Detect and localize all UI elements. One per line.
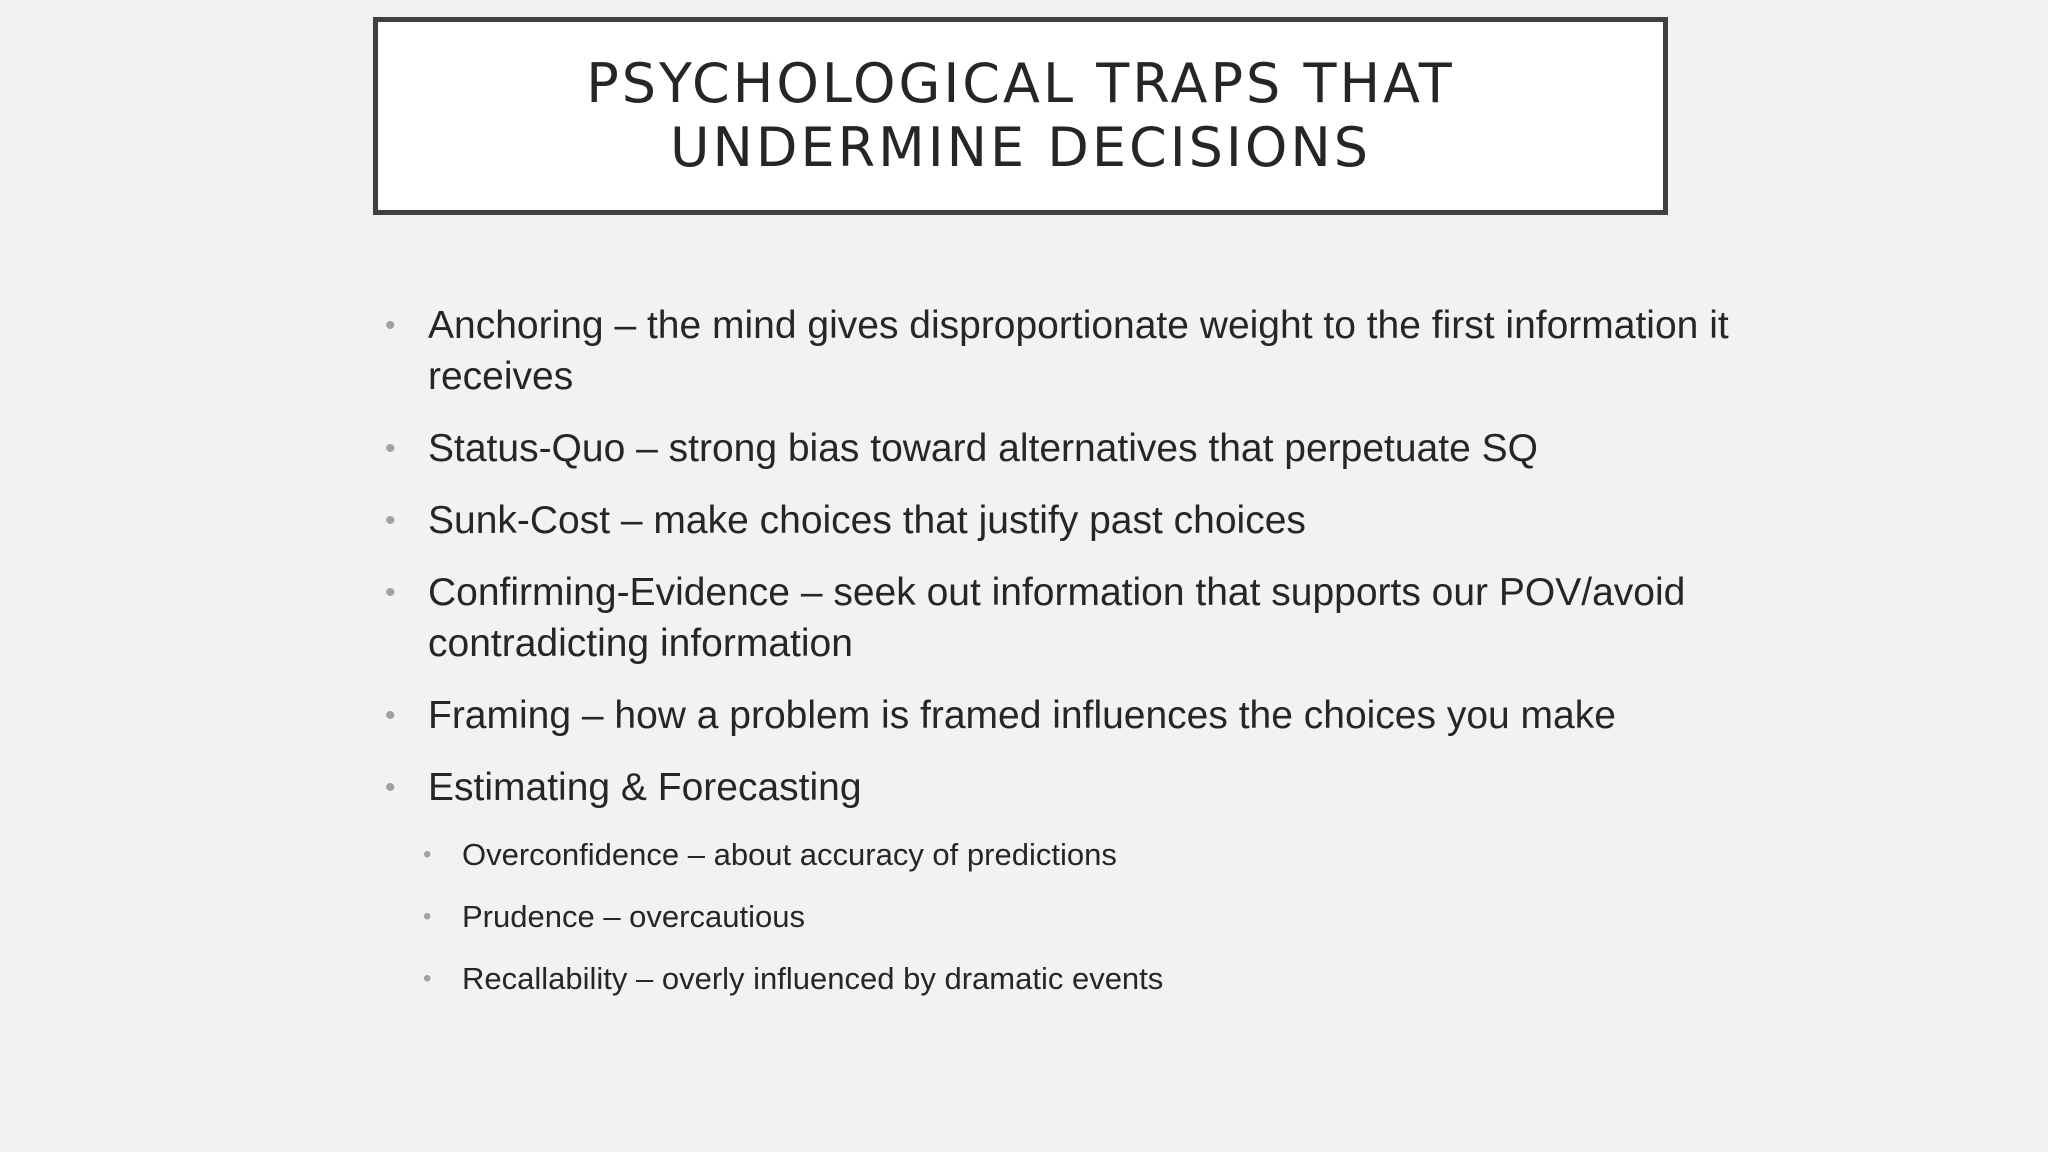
bullet-dot-icon: • (385, 771, 396, 804)
bullet-sunk-cost (385, 495, 1785, 546)
bullet-text: Sunk-Cost – make choices that justify past choices (428, 499, 1306, 542)
bullet-dot-icon: • (385, 504, 396, 537)
bullet-dot-icon: • (385, 309, 396, 342)
bullet-framing (385, 690, 1785, 741)
slide-title-line-1: PSYCHOLOGICAL TRAPS THAT (586, 52, 1455, 115)
bullet-estimating-forecasting (385, 762, 1785, 813)
slide-title-box (373, 17, 1668, 215)
sub-bullet-list (385, 834, 1785, 1000)
bullet-text: Confirming-Evidence – seek out information that supports our POV/avoid contradicting information (428, 571, 1686, 665)
bullet-confirming-evidence (385, 567, 1785, 669)
bullet-list (385, 300, 1785, 1020)
bullet-dot-icon: • (385, 432, 396, 465)
bullet-anchoring (385, 300, 1785, 402)
bullet-text: Anchoring – the mind gives disproportionate weight to the first information it receives (428, 304, 1729, 398)
bullet-dot-icon: • (385, 576, 396, 609)
bullet-text: Status-Quo – strong bias toward alternatives that perpetuate SQ (428, 427, 1538, 470)
bullet-text: Framing – how a problem is framed influences the choices you make (428, 694, 1616, 737)
subbullet-dot-icon: • (423, 965, 432, 992)
bullet-text: Estimating & Forecasting (428, 766, 862, 809)
subbullet-text: Prudence – overcautious (462, 899, 805, 934)
bullet-status-quo (385, 423, 1785, 474)
subbullet-recallability (423, 958, 1785, 1000)
subbullet-dot-icon: • (423, 903, 432, 930)
subbullet-text: Overconfidence – about accuracy of predictions (462, 837, 1117, 872)
subbullet-text: Recallability – overly influenced by dramatic events (462, 961, 1164, 996)
subbullet-overconfidence (423, 834, 1785, 876)
subbullet-dot-icon: • (423, 841, 432, 868)
bullet-dot-icon: • (385, 699, 396, 732)
slide-title-line-2: UNDERMINE DECISIONS (669, 116, 1372, 179)
subbullet-prudence (423, 896, 1785, 938)
